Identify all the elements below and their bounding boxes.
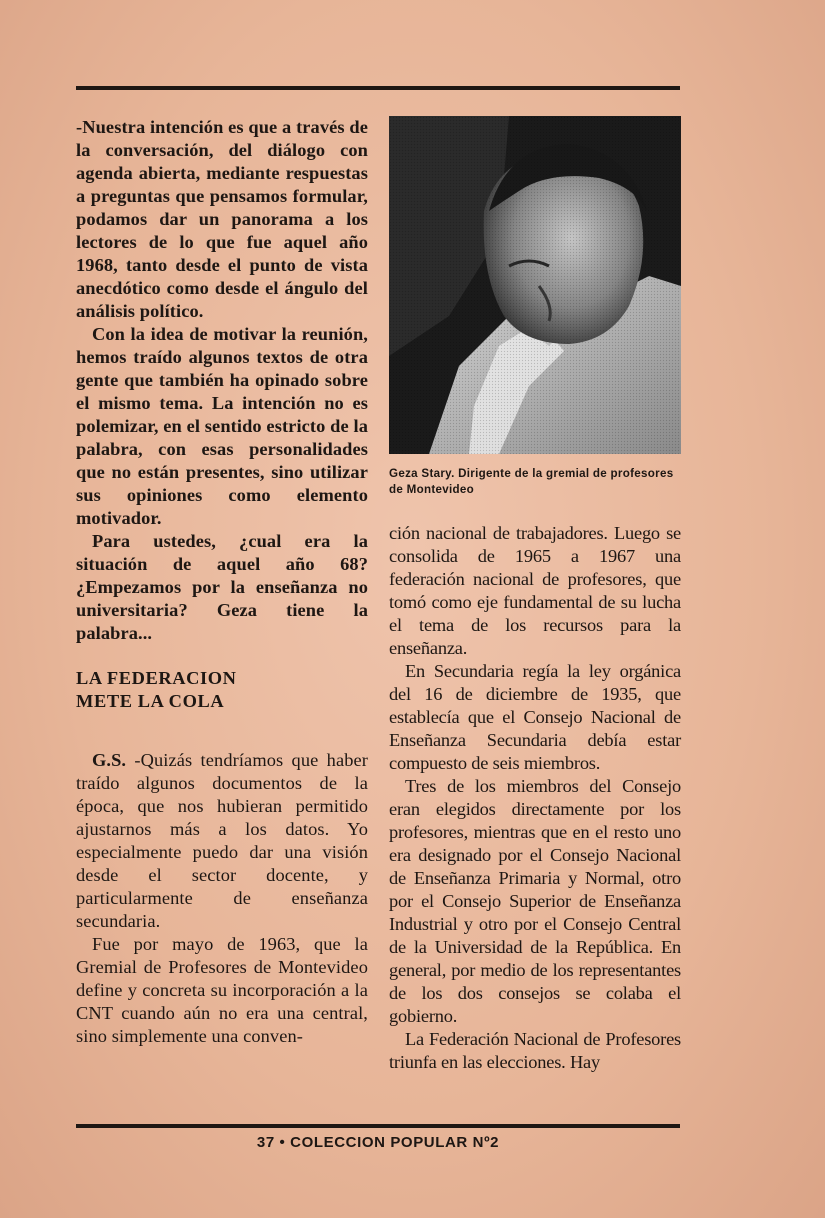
section-heading-line-2: METE LA COLA <box>76 691 225 711</box>
section-heading <box>76 667 368 713</box>
right-paragraph-4: La Federación Nacional de Profesores triunfa en las elecciones. Hay <box>389 1029 681 1072</box>
right-paragraph-2: En Secundaria regía la ley orgánica del 16 de diciembre de 1935, que establecía que el Consejo Nacional de Enseñanza Secundaria debía estar compuesto de seis miembros. <box>389 661 681 773</box>
intro-paragraph: -Nuestra intención es que a través de la conversación, del diálogo con agenda abierta, mediante respuestas a preguntas que pensamos formular, podamos dar un panorama a los lectores de lo que fue aquel año 1968, tanto desde el punto de vista anecdótico como desde el ángulo del análisis político. <box>76 117 368 321</box>
right-paragraph-3: Tres de los miembros del Consejo eran elegidos directamente por los profesores, mientras que en el resto uno era designado por el Consejo Nacional de Enseñanza Primaria y Normal, otro por el Consejo Superior de Enseñanza Industrial y otro por el Consejo Central de la Universidad de la República. En general, por medio de los representantes de los dos consejos se colaba el gobierno. <box>389 776 681 1026</box>
answer-paragraph-2: Fue por mayo de 1963, que la Gremial de Profesores de Montevideo define y concreta su incorporación a la CNT cuando aún no era una central, sino simplemente una conven- <box>76 934 368 1046</box>
answer-paragraph <box>76 749 368 933</box>
bottom-rule <box>76 1124 680 1128</box>
page-footer: 37 • COLECCION POPULAR Nº2 <box>256 1134 500 1151</box>
speaker-initials: G.S. <box>92 750 127 770</box>
left-column <box>76 116 368 1048</box>
answer-text: -Quizás tendríamos que haber traído algunos documentos de la época, que nos hubieran permitido ajustarnos más a los datos. Yo especialmente puedo dar una visión desde el sector docente, y particularmente de enseñanza secundaria. <box>76 750 368 931</box>
question-paragraph: Para ustedes, ¿cual era la situación de aquel año 68? ¿Empezamos por la enseñanza no universitaria? Geza tiene la palabra... <box>76 531 368 643</box>
top-rule <box>76 86 680 90</box>
intro-paragraph-2: Con la idea de motivar la reunión, hemos traído algunos textos de otra gente que también ha opinado sobre el mismo tema. La intención no es polemizar, en el sentido estricto de la palabra, con esas personalidades que no están presentes, sino utilizar sus opiniones como elemento motivador. <box>76 324 368 528</box>
portrait-photo <box>389 116 681 454</box>
right-column <box>389 522 681 1074</box>
photo-caption: Geza Stary. Dirigente de la gremial de profesores de Montevideo <box>389 467 674 496</box>
section-heading-line-1: LA FEDERACION <box>76 668 237 688</box>
right-paragraph-1: ción nacional de trabajadores. Luego se consolida de 1965 a 1967 una federación nacional de profesores, que tomó como eje fundamental de su lucha el tema de los recursos para la enseñanza. <box>389 523 681 658</box>
